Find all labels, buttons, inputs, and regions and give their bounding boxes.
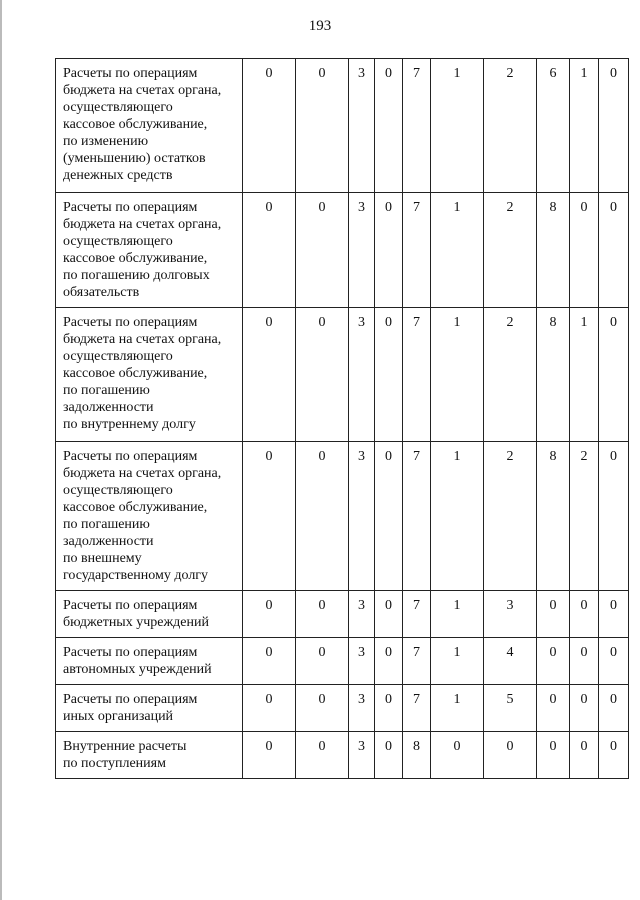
description-line: по поступлениям [63,756,166,771]
code-digit-cell: 0 [243,732,296,779]
code-digit-cell: 0 [243,59,296,193]
code-digit-cell: 0 [243,193,296,308]
description-line: кассовое обслуживание, [63,251,208,266]
description-line: бюджетных учреждений [63,615,209,630]
code-digit-cell: 0 [243,591,296,638]
description-line: осуществляющего [63,234,173,249]
code-digit-cell: 0 [296,732,349,779]
code-digit-cell: 7 [403,59,431,193]
code-digit-cell: 8 [403,732,431,779]
code-digit-cell: 0 [484,732,537,779]
code-digit-cell: 0 [431,732,484,779]
code-digit-cell: 2 [484,193,537,308]
table-row [56,442,629,591]
code-digit-cell: 0 [599,308,629,442]
row-description [56,732,243,779]
page-number: 193 [308,18,332,34]
description-line: по внешнему [63,551,142,566]
code-digit-cell: 7 [403,308,431,442]
code-digit-cell: 7 [403,638,431,685]
table-row [56,732,629,779]
table-row [56,308,629,442]
description-line: Расчеты по операциям [63,449,198,464]
code-digit-cell: 0 [296,442,349,591]
code-digit-cell: 5 [484,685,537,732]
scan-edge [0,0,2,900]
description-line: денежных средств [63,168,173,183]
code-digit-cell: 8 [537,442,570,591]
description-line: автономных учреждений [63,662,212,677]
code-digit-cell: 3 [349,638,375,685]
code-digit-cell: 7 [403,591,431,638]
code-digit-cell: 0 [243,685,296,732]
code-digit-cell: 0 [570,638,599,685]
code-digit-cell: 0 [296,591,349,638]
code-digit-cell: 1 [570,308,599,442]
code-digit-cell: 0 [537,685,570,732]
code-digit-cell: 1 [431,442,484,591]
description-line: кассовое обслуживание, [63,500,208,515]
code-digit-cell: 0 [570,193,599,308]
account-codes-table [55,58,629,779]
code-digit-cell: 7 [403,685,431,732]
code-digit-cell: 0 [296,685,349,732]
row-description [56,59,243,193]
description-line: по погашению [63,383,150,398]
code-digit-cell: 0 [296,193,349,308]
code-digit-cell: 3 [349,442,375,591]
row-description [56,308,243,442]
table-row [56,685,629,732]
description-line: Внутренние расчеты [63,739,187,754]
description-line: бюджета на счетах органа, [63,466,222,481]
code-digit-cell: 8 [537,193,570,308]
description-line: по погашению долговых [63,268,210,283]
code-digit-cell: 0 [599,591,629,638]
description-line: государственному долгу [63,568,209,583]
row-description [56,591,243,638]
code-digit-cell: 3 [349,59,375,193]
code-digit-cell: 0 [375,193,403,308]
description-line: бюджета на счетах органа, [63,332,222,347]
code-digit-cell: 0 [599,685,629,732]
description-line: Расчеты по операциям [63,645,198,660]
code-digit-cell: 0 [599,59,629,193]
description-line: кассовое обслуживание, [63,117,208,132]
code-digit-cell: 1 [431,308,484,442]
code-digit-cell: 0 [243,638,296,685]
row-description [56,685,243,732]
code-digit-cell: 0 [243,442,296,591]
code-digit-cell: 2 [570,442,599,591]
code-digit-cell: 0 [296,638,349,685]
code-digit-cell: 0 [375,591,403,638]
description-line: Расчеты по операциям [63,692,198,707]
description-line: по внутреннему долгу [63,417,196,432]
code-digit-cell: 0 [375,442,403,591]
code-digit-cell: 7 [403,193,431,308]
code-digit-cell: 0 [375,59,403,193]
code-digit-cell: 8 [537,308,570,442]
description-line: (уменьшению) остатков [63,151,206,166]
code-digit-cell: 0 [599,442,629,591]
code-digit-cell: 3 [349,732,375,779]
code-digit-cell: 3 [484,591,537,638]
code-digit-cell: 0 [375,732,403,779]
table-row [56,638,629,685]
description-line: Расчеты по операциям [63,200,198,215]
code-digit-cell: 1 [570,59,599,193]
code-digit-cell: 1 [431,685,484,732]
code-digit-cell: 0 [537,591,570,638]
description-line: по изменению [63,134,149,149]
code-digit-cell: 0 [537,638,570,685]
table-row [56,59,629,193]
code-digit-cell: 0 [570,732,599,779]
table-body [56,59,629,779]
code-digit-cell: 0 [599,638,629,685]
code-digit-cell: 3 [349,685,375,732]
code-digit-cell: 0 [375,638,403,685]
code-digit-cell: 2 [484,59,537,193]
code-digit-cell: 3 [349,591,375,638]
code-digit-cell: 1 [431,193,484,308]
description-line: осуществляющего [63,100,173,115]
description-line: по погашению [63,517,150,532]
row-description [56,638,243,685]
code-digit-cell: 0 [375,308,403,442]
code-digit-cell: 0 [296,59,349,193]
code-digit-cell: 0 [375,685,403,732]
description-line: осуществляющего [63,349,173,364]
code-digit-cell: 2 [484,308,537,442]
code-digit-cell: 1 [431,59,484,193]
code-digit-cell: 3 [349,193,375,308]
code-digit-cell: 3 [349,308,375,442]
row-description [56,442,243,591]
description-line: осуществляющего [63,483,173,498]
code-digit-cell: 0 [570,685,599,732]
description-line: задолженности [63,534,154,549]
description-line: Расчеты по операциям [63,598,198,613]
code-digit-cell: 0 [243,308,296,442]
code-digit-cell: 0 [296,308,349,442]
code-digit-cell: 1 [431,591,484,638]
table-row [56,591,629,638]
code-digit-cell: 4 [484,638,537,685]
code-digit-cell: 0 [599,732,629,779]
code-digit-cell: 6 [537,59,570,193]
code-digit-cell: 7 [403,442,431,591]
code-digit-cell: 0 [599,193,629,308]
description-line: кассовое обслуживание, [63,366,208,381]
description-line: обязательств [63,285,140,300]
code-digit-cell: 2 [484,442,537,591]
description-line: бюджета на счетах органа, [63,83,222,98]
description-line: иных организаций [63,709,174,724]
description-line: бюджета на счетах органа, [63,217,222,232]
description-line: задолженности [63,400,154,415]
row-description [56,193,243,308]
code-digit-cell: 1 [431,638,484,685]
description-line: Расчеты по операциям [63,315,198,330]
table-row [56,193,629,308]
code-digit-cell: 0 [537,732,570,779]
code-digit-cell: 0 [570,591,599,638]
description-line: Расчеты по операциям [63,66,198,81]
